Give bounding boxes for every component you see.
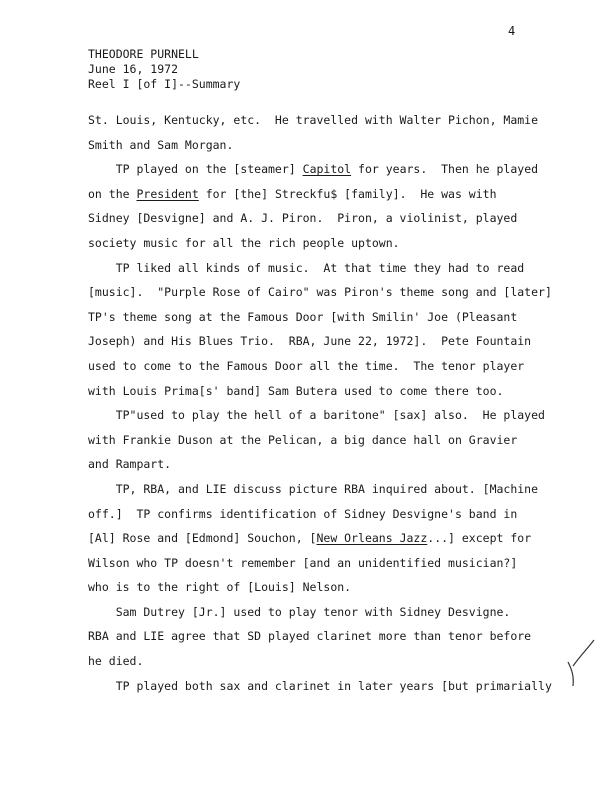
text-segment: Wilson who TP doesn't remember [and an unidentified musician?] <box>88 555 518 570</box>
text-segment: Sidney [Desvigne] and A. J. Piron. Piron, a violinist, played <box>88 211 518 226</box>
text-segment: he died. <box>88 654 144 669</box>
text-segment: Joseph) and His Blues Trio. RBA, June 22, 1972]. Pete Fountain <box>88 334 532 349</box>
header-date: June 16, 1972 <box>88 62 179 76</box>
text-segment: who is to the right of [Louis] Nelson. <box>88 580 352 595</box>
text-segment: Smith and Sam Morgan. <box>88 137 234 152</box>
text-segment: TP played on the [steamer] <box>88 162 303 177</box>
text-line <box>88 329 588 354</box>
text-line <box>88 379 588 404</box>
text-segment: for [the] Streckfu$ [family]. He was with <box>198 186 497 201</box>
text-segment: TP"used to play the hell of a baritone" [sax] also. He played <box>88 408 545 423</box>
text-segment: [Al] Rose and [Edmond] Souchon, [ <box>88 531 317 546</box>
text-line <box>88 502 588 527</box>
text-line <box>88 305 588 330</box>
text-segment: used to come to the Famous Door all the time. The tenor player <box>88 358 525 373</box>
text-line <box>88 674 588 699</box>
underlined-title: Capitol <box>302 162 352 177</box>
text-segment: society music for all the rich people uptown. <box>88 235 400 250</box>
text-segment: with Louis Prima[s' band] Sam Butera used to come there too. <box>88 383 504 398</box>
text-segment: TP, RBA, and LIE discuss picture RBA inquired about. [Machine <box>88 481 539 496</box>
text-line <box>88 624 588 649</box>
text-segment: and Rampart. <box>88 457 172 472</box>
text-line <box>88 280 588 305</box>
text-line <box>88 452 588 477</box>
underlined-title: President <box>136 186 199 201</box>
summary-body <box>88 108 588 698</box>
underlined-title: New Orleans Jazz <box>316 531 428 546</box>
text-line <box>88 354 588 379</box>
text-segment: TP's theme song at the Famous Door [with Smilin' Joe (Pleasant <box>88 309 518 324</box>
header-name: THEODORE PURNELL <box>88 47 199 61</box>
text-segment: on the <box>88 186 137 201</box>
handwritten-check-mark <box>558 636 598 690</box>
text-line <box>88 403 588 428</box>
text-line <box>88 206 588 231</box>
text-segment: St. Louis, Kentucky, etc. He travelled with Walter Pichon, Mamie <box>88 113 539 127</box>
text-segment: with Frankie Duson at the Pelican, a big dance hall on Gravier <box>88 432 518 447</box>
text-line <box>88 428 588 453</box>
text-line <box>88 108 588 133</box>
text-segment: TP liked all kinds of music. At that time they had to read <box>88 260 525 275</box>
text-segment: TP played both sax and clarinet in later years [but primarially <box>88 678 552 693</box>
text-line <box>88 182 588 207</box>
text-line <box>88 477 588 502</box>
document-header <box>88 47 240 92</box>
text-line <box>88 256 588 281</box>
text-segment: for years. Then he played <box>351 162 539 177</box>
text-line <box>88 649 588 674</box>
text-line <box>88 575 588 600</box>
text-segment: Sam Dutrey [Jr.] used to play tenor with Sidney Desvigne. <box>88 604 511 619</box>
text-line <box>88 157 588 182</box>
text-segment: RBA and LIE agree that SD played clarinet more than tenor before <box>88 629 532 644</box>
text-line <box>88 231 588 256</box>
text-segment: off.] TP confirms identification of Sidney Desvigne's band in <box>88 506 518 521</box>
page-number: 4 <box>508 24 516 38</box>
text-line <box>88 526 588 551</box>
text-segment: ...] except for <box>427 531 532 546</box>
text-line <box>88 551 588 576</box>
text-line <box>88 133 588 158</box>
header-reel: Reel I [of I]--Summary <box>88 77 241 91</box>
text-segment: [music]. "Purple Rose of Cairo" was Piron's theme song and [later] <box>88 285 552 300</box>
text-line <box>88 600 588 625</box>
